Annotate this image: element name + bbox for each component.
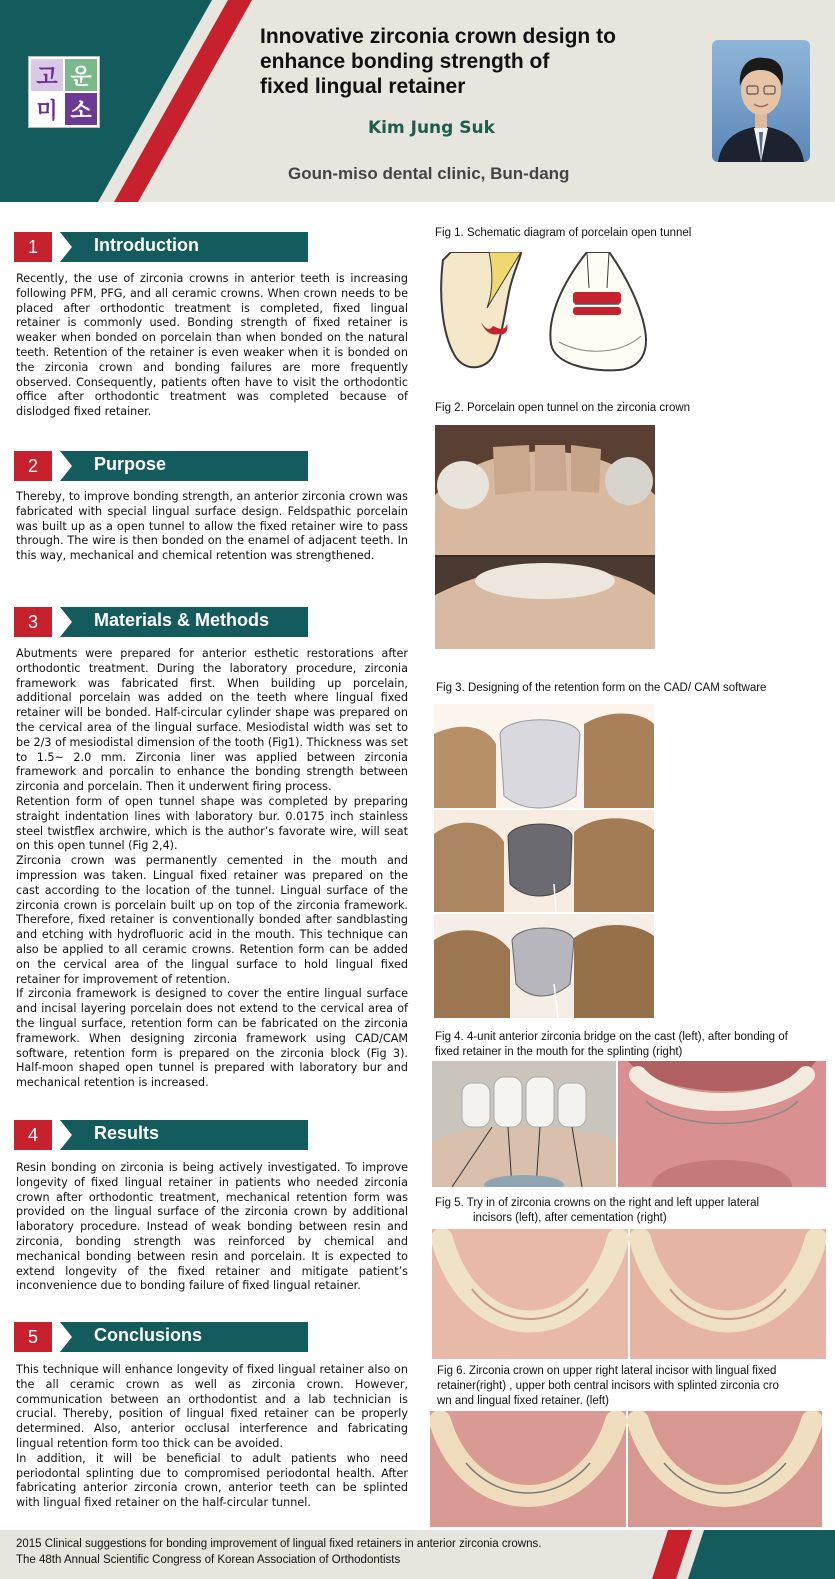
section-title: Introduction [94,235,199,255]
poster-title [260,24,680,99]
try-in-photos-illustration [432,1229,826,1359]
caption-line: incisors (left), after cementation (right) [473,1212,667,1224]
paragraph: In addition, it will be beneficial to adult patients who need periodontal splinting due to compromised periodontal health. After fabricating anterior zirconia crown, anterior teeth can be splinted with lingual fixed retainer on the half-circular tunnel. [16,1451,408,1510]
paragraph: This technique will enhance longevity of fixed lingual retainer also on the all ceramic crown as well as zirconia crown. However, communication between an orthodontist and a lab technician is crucial. Thereby, position of lingual fixed retainer can be properly determined. Also, anterior occlusal interference and fabricating lingual retention form too thick can be avoided. [16,1363,408,1450]
paragraph: If zirconia framework is designed to cover the entire lingual surface and incisal layering porcelain does not extend to the cervical area of the lingual surface, retention form can be fabricated on the zirconia framework. When designing zirconia framework using CAD/CAM software, retention form is prepared on the zirconia block (Fig 3). Half-moon shaped open tunnel is prepared with laboratory bur and mechanical retention is increased. [16,987,408,1090]
affiliation: Goun-miso dental clinic, Bun-dang [288,164,570,183]
fig6-caption [437,1364,779,1409]
conclusions-text [16,1363,408,1511]
logo-char: 미 [31,93,63,125]
purpose-text [16,490,408,564]
paragraph: Recently, the use of zirconia crowns in anterior teeth is increasing following PFM, PFG, and all ceramic crowns. When crown needs to be placed after orthodontic treatment is completed, fixed lingual retainer is commonly used. Bonding strength of fixed retainer is weaker when bonded on porcelain than when bonded on the natural teeth. Retention of the retainer is even weaker when it is bonded on the zirconia crown and bonding failures are more frequently observed. Consequently, patients often have to visit the orthodontic office after orthodontic treatment was completed because of dislodged fixed retainer. [16,272,408,419]
logo-char: 운 [65,59,97,91]
section-header-purpose [14,451,308,481]
fig2-photo [435,425,655,649]
caption-line: Fig 4. 4-unit anterior zirconia bridge on the cast (left), after bonding of [435,1031,788,1043]
paragraph: Zirconia crown was permanently cemented in the mouth and impression was taken. Lingual fixed retainer was prepared on the cast according to the location of the tunnel. Lingual surface of the zirconia crown is porcelain built up on top of the zirconia framework. Therefore, fixed retainer is conventionally bonded after sandblasting and etching with hydrofluoric acid in the mouth. This technique can also be applied to all ceramic crowns. Retention form can be added on the cervical area of the lingual surface to hold lingual fixed retainer for improvement of retention. [16,854,408,986]
caption-line: Fig 5. Try in of zirconia crowns on the right and left upper lateral [435,1197,760,1209]
clinic-logo [28,56,100,128]
author-name: Kim Jung Suk [368,118,495,138]
title-line: Innovative zirconia crown design to [260,25,616,48]
caption-line: wn and lingual fixed retainer. (left) [437,1395,609,1407]
section-number: 2 [27,455,38,476]
footer-line: The 48th Annual Scientific Congress of Korean Association of Orthodontists [16,1554,401,1566]
caption-line: fixed retainer in the mouth for the splinting (right) [435,1046,683,1058]
paragraph: Retention form of open tunnel shape was completed by preparing straight indentation lines with laboratory bur. 0.0175 inch stainless steel twistflex archwire, which is the author’s favorate wire, will seat on this open tunnel (Fig 2,4). [16,794,408,853]
poster-footer [0,1530,835,1579]
fig3-cad-images [434,704,654,1018]
fig2-caption: Fig 2. Porcelain open tunnel on the zirconia crown [435,402,691,414]
paragraph: Resin bonding on zirconia is being actively investigated. To improve longevity of fixed lingual retainer in patients who needed zirconia crown after orthodontic treatment, mechanical retention form was provided on the lingual surface of the zirconia crown by additional laboratory procedure. Instead of weak bonding between resin and zirconia, bonding strength was reinforced by chemical and mechanical bonding between resin and porcelain. It is expected to extend longevity of the fixed retainer and mitigate patient’s inconvenience due to bonding failure of fixed lingual retainer. [16,1161,408,1293]
logo-char: 소 [65,93,97,125]
bridge-photos-illustration [432,1061,826,1187]
fig6-photos [430,1411,822,1527]
poster-header [0,0,835,202]
fig4-photos [432,1061,826,1187]
fig1-caption: Fig 1. Schematic diagram of porcelain open tunnel [435,227,692,239]
fig4-caption [435,1030,788,1060]
section-title: Materials & Methods [94,610,270,630]
splinting-photos-illustration [430,1411,822,1527]
section-number: 5 [27,1326,38,1347]
caption-line: retainer(right) , upper both central incisors with splinted zirconia cro [437,1380,779,1392]
cast-photo-illustration [435,425,655,649]
materials-methods-text [16,647,408,1091]
portrait-illustration [712,40,810,162]
fig1-schematic [435,252,665,374]
title-line: fixed lingual retainer [260,75,466,98]
section-number: 3 [27,611,38,632]
section-number: 4 [27,1124,38,1145]
section-number: 1 [27,236,38,257]
section-title: Conclusions [94,1325,203,1345]
paragraph: Thereby, to improve bonding strength, an anterior zirconia crown was fabricated with special lingual surface design. Feldspathic porcelain was built up as a open tunnel to allow the fixed retainer wire to pass through. The wire is then bonded on the enamel of adjacent teeth. In this way, mechanical and chemical retention was strengthened. [16,490,408,563]
caption-line: Fig 6. Zirconia crown on upper right lateral incisor with lingual fixed [437,1365,777,1377]
section-header-conclusions [14,1322,308,1352]
author-photo [712,40,810,162]
section-title: Purpose [94,454,167,474]
footer-line: 2015 Clinical suggestions for bonding improvement of lingual fixed retainers in anterior zirconia crowns. [16,1538,542,1550]
cad-software-illustration [434,704,654,1018]
tooth-schematic-illustration [435,252,665,374]
fig5-caption [435,1196,759,1226]
section-header-banner [14,1120,308,1150]
section-header-introduction [14,232,308,262]
logo-char: 고 [31,59,63,91]
fig3-caption: Fig 3. Designing of the retention form on the CAD/ CAM software [436,682,767,694]
results-text [16,1161,408,1294]
introduction-text [16,272,408,420]
paragraph: Abutments were prepared for anterior esthetic restorations after orthodontic treatment. During the laboratory procedure, zirconia framework was fabricated first. When building up porcelain, additional porcelain was added on the teeth where lingual fixed retainer will be bonded. Half-circular cylinder shape was prepared on the cervical area of the lingual surface. Mesiodistal width was set to be 2/3 of mesiodistal dimension of the tooth (Fig1). Thickness was set to 1.5~ 2.0 mm. Zirconia liner was applied between zirconia framework and porcalin to enhance the bonding strength between zirconia and porcelain. Then it underwent firing process. [16,647,408,794]
title-line: enhance bonding strength of [260,50,550,73]
section-title: Results [94,1123,160,1143]
section-header-results [14,1120,308,1150]
fig5-photos [432,1229,826,1359]
section-header-materials-methods [14,607,308,637]
